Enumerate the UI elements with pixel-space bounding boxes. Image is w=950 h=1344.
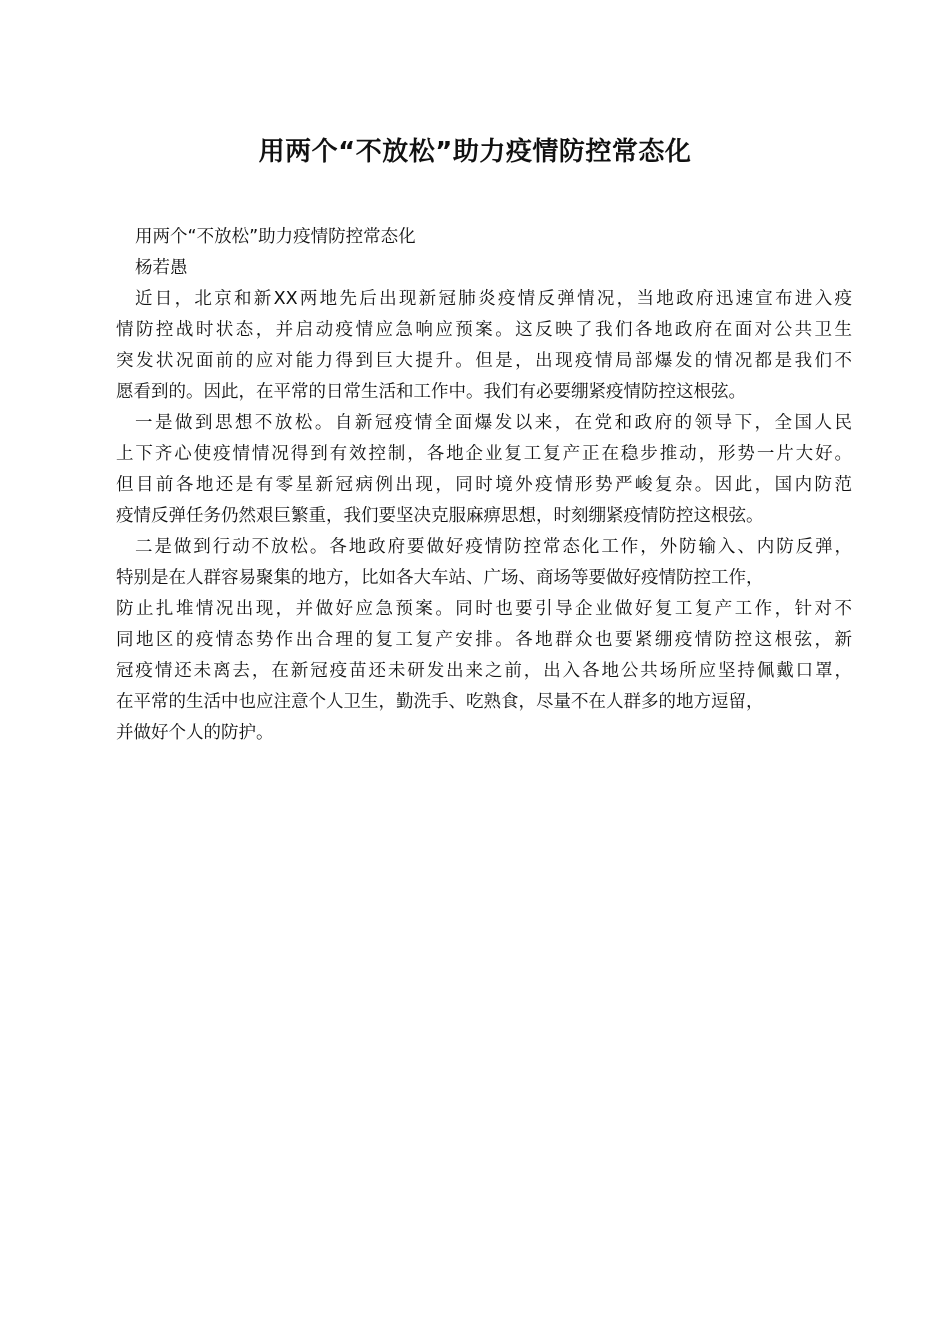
document-body xyxy=(116,222,852,749)
paragraph-line: 二是做到行动不放松。各地政府要做好疫情防控常态化工作，外防输入、内防反弹， xyxy=(135,537,852,557)
paragraph-line: 突发状况面前的应对能力得到巨大提升。但是，出现疫情局部爆发的情况都是我们不 xyxy=(116,351,852,371)
paragraph-line: 情防控战时状态，并启动疫情应急响应预案。这反映了我们各地政府在面对公共卫生 xyxy=(116,320,852,340)
paragraph-line: 但目前各地还是有零星新冠病例出现，同时境外疫情形势严峻复杂。因此，国内防范 xyxy=(116,475,852,495)
paragraph-line: 防止扎堆情况出现，并做好应急预案。同时也要引导企业做好复工复产工作，针对不 xyxy=(116,599,852,619)
document-title: 用两个“不放松”助力疫情防控常态化 xyxy=(258,137,692,167)
paragraph-line: 上下齐心使疫情情况得到有效控制，各地企业复工复产正在稳步推动，形势一片大好。 xyxy=(116,444,852,464)
paragraph-line: 愿看到的。因此，在平常的日常生活和工作中。我们有必要绷紧疫情防控这根弦。 xyxy=(116,382,746,402)
paragraph-point-two xyxy=(116,532,852,749)
document-subtitle: 用两个“不放松”助力疫情防控常态化 xyxy=(135,227,416,247)
paragraph-intro xyxy=(116,284,852,408)
paragraph-line: 并做好个人的防护。 xyxy=(116,723,274,743)
paragraph-point-one xyxy=(116,408,852,532)
paragraph-line: 疫情反弹任务仍然艰巨繁重，我们要坚决克服麻痹思想，时刻绷紧疫情防控这根弦。 xyxy=(116,506,764,526)
paragraph-line: 冠疫情还未离去，在新冠疫苗还未研发出来之前，出入各地公共场所应坚持佩戴口罩， xyxy=(116,661,852,681)
paragraph-line: 在平常的生活中也应注意个人卫生，勤洗手、吃熟食，尽量不在人群多的地方逗留， xyxy=(116,692,764,712)
paragraph-line: 同地区的疫情态势作出合理的复工复产安排。各地群众也要紧绷疫情防控这根弦，新 xyxy=(116,630,852,650)
paragraph-line: 特别是在人群容易聚集的地方，比如各大车站、广场、商场等要做好疫情防控工作， xyxy=(116,568,764,588)
document-author: 杨若愚 xyxy=(135,258,188,278)
paragraph-line: 近日，北京和新XX两地先后出现新冠肺炎疫情反弹情况，当地政府迅速宣布进入疫 xyxy=(135,289,852,309)
paragraph-line: 一是做到思想不放松。自新冠疫情全面爆发以来，在党和政府的领导下，全国人民 xyxy=(135,413,852,433)
